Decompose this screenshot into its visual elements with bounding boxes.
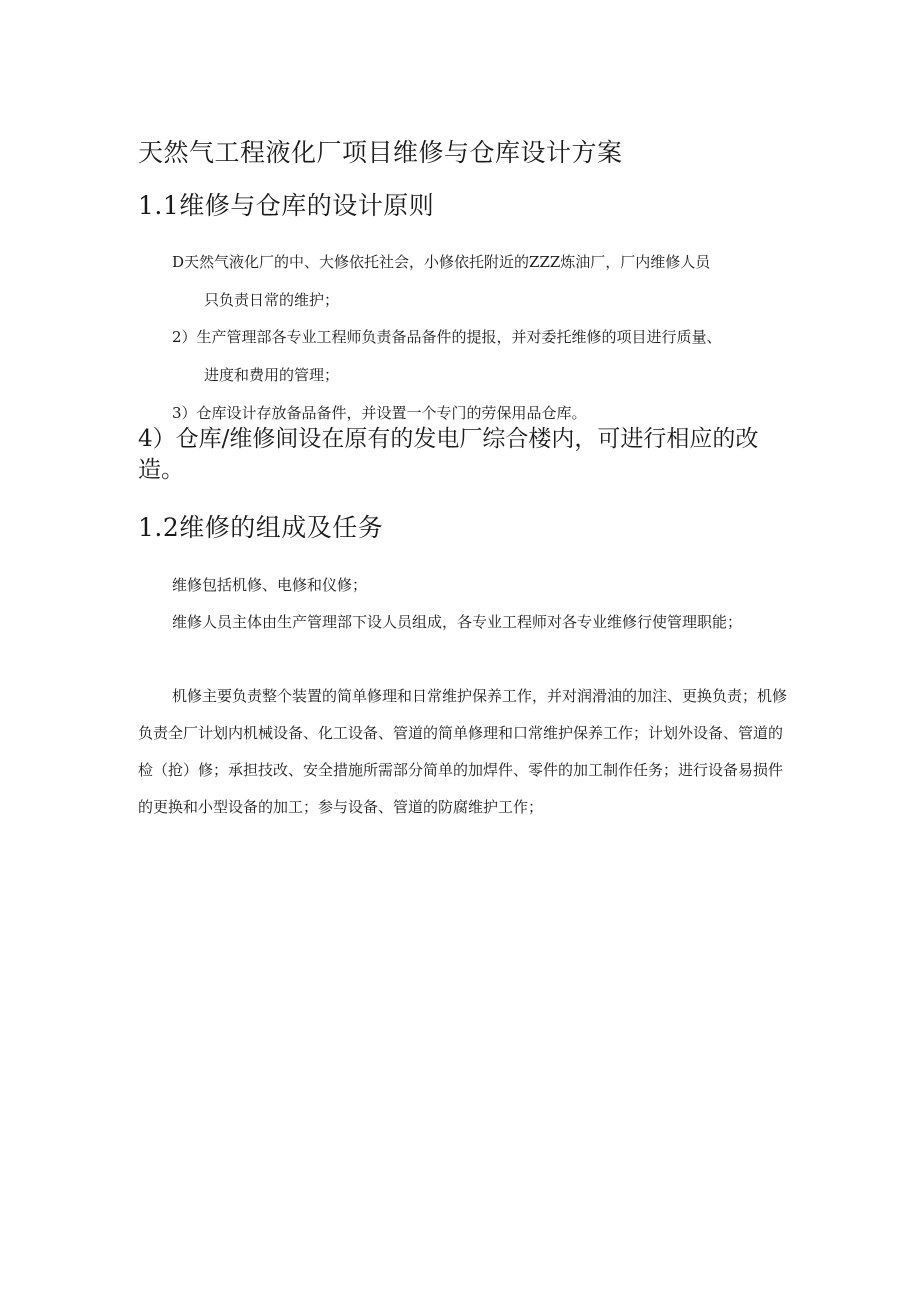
list-marker: 2） (172, 328, 197, 346)
paragraph-3: 机修主要负责整个装置的简单修理和日常维护保养工作，并对润滑油的加注、更换负责；机修负责全厂计划内机械设备、化工设备、管道的简单修理和口常维护保养工作；计划外设备、管道的检（抢）修；承担技改、安全措施所需部分简单的加焊件、零件的加工制作任务；进行设备易损件的更换和小型设备的加工；参与设备、管道的防腐维护工作； (138, 687, 788, 816)
list-item-text: 仓库设计存放备品备件，并设置一个专门的劳保用品仓库。 (196, 404, 587, 422)
paragraph-1: 维修包括机修、电修和仪修； (172, 576, 368, 594)
section-1-heading: 1.1维修与仓库的设计原则 (138, 191, 435, 220)
list-marker: 4） (138, 426, 176, 452)
section-2-heading: 1.2维修的组成及任务 (138, 513, 384, 542)
list-item-4 (138, 424, 798, 486)
list-item-text: 天然气液化厂的中、大修依托社会，小修依托附近的ZZZ炼油厂，厂内维修人员 (184, 253, 711, 271)
list-item-2 (172, 318, 812, 394)
list-item-text: 仓库/维修间设在原有的发电厂综合楼内，可进行相应的改造。 (138, 426, 759, 483)
list-item-1 (172, 243, 812, 319)
list-item-text: 生产管理部各专业工程师负责备品备件的提报，并对委托维修的项目进行质量、 (196, 328, 722, 346)
list-marker: D (172, 253, 185, 271)
list-item-continuation: 进度和费用的管理； (204, 366, 340, 384)
paragraph-2: 维修人员主体由生产管理部下设人员组成，各专业工程师对各专业维修行使管理职能； (172, 613, 743, 631)
list-marker: 3） (172, 404, 197, 422)
list-item-continuation: 只负责日常的维护； (204, 291, 340, 309)
document-title: 天然气工程液化厂项目维修与仓库设计方案 (138, 138, 623, 167)
